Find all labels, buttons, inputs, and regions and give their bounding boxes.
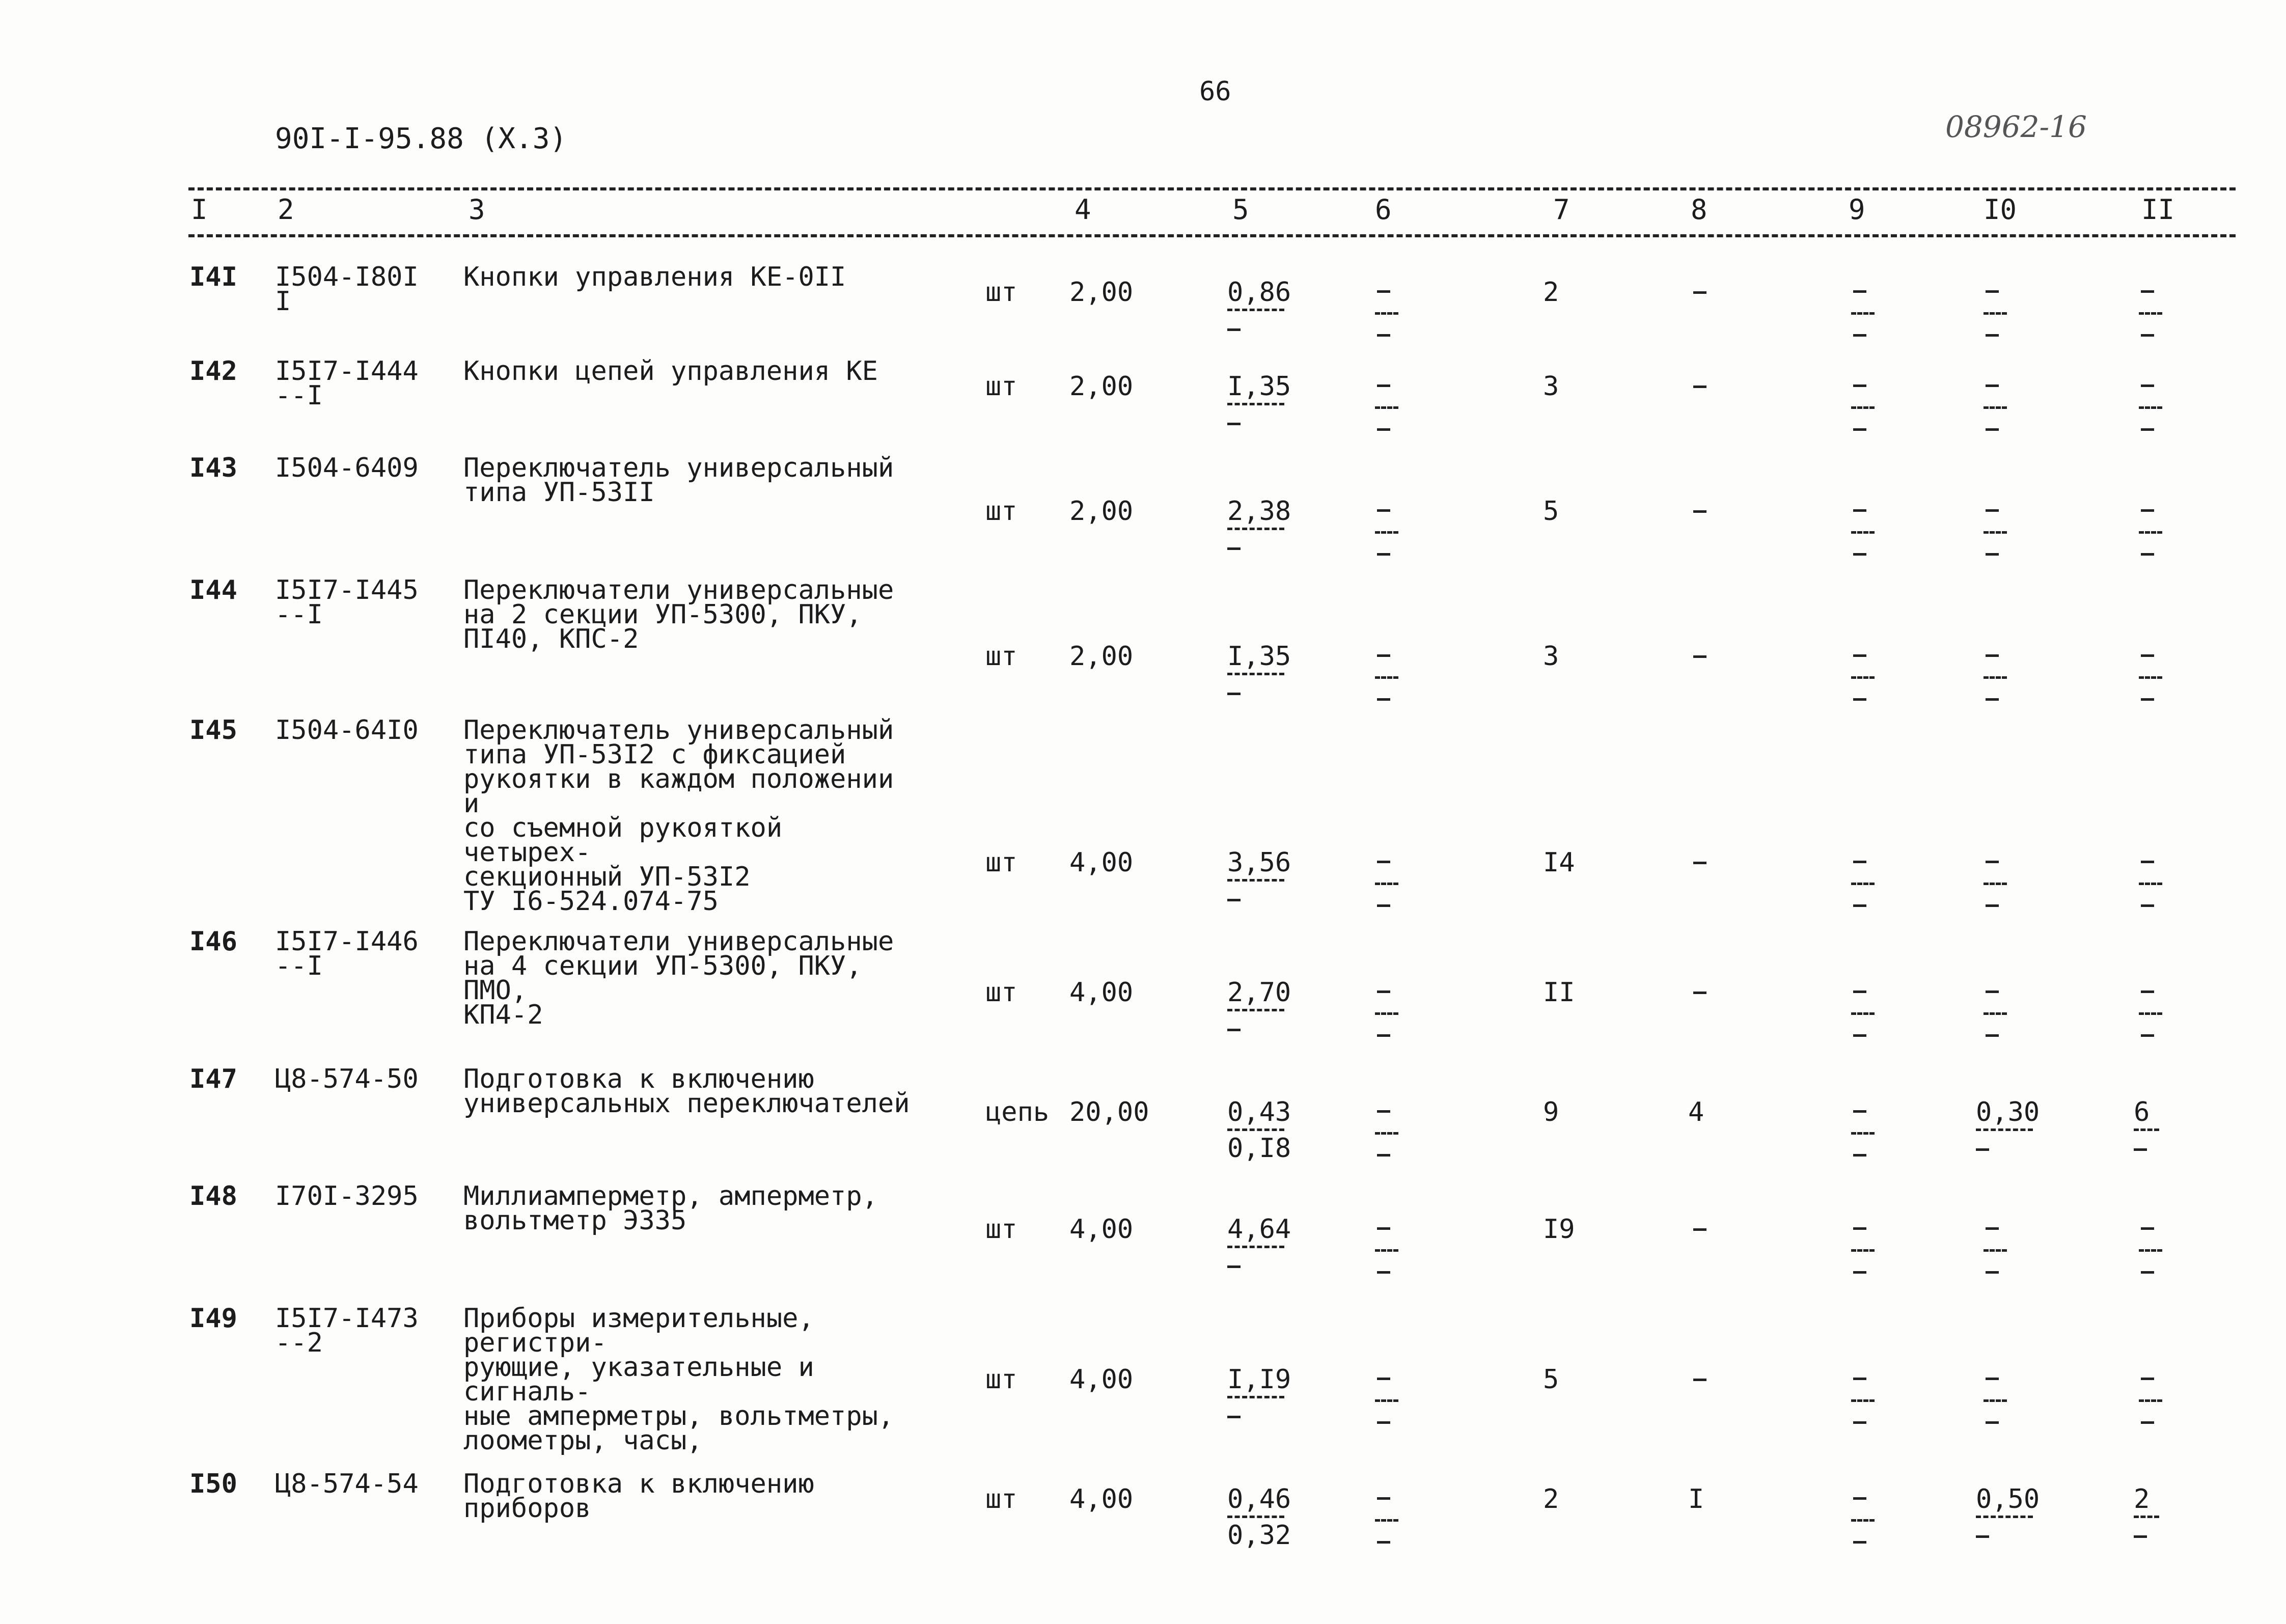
col8-value: I bbox=[1688, 1484, 1704, 1515]
dash-fraction bbox=[2139, 990, 2169, 1037]
dash-fraction bbox=[1851, 1497, 1882, 1544]
dash-mark bbox=[1986, 334, 1999, 337]
fraction-bar bbox=[1976, 1128, 2033, 1131]
column-header: 3 bbox=[469, 194, 485, 226]
dash-fraction bbox=[2139, 384, 2169, 431]
dash-bar bbox=[1375, 406, 1398, 409]
unit-of-measure: шт bbox=[985, 277, 1017, 308]
col11-value bbox=[2134, 1097, 2195, 1151]
dash-fraction bbox=[2139, 1227, 2169, 1274]
col8-dash bbox=[1693, 291, 1706, 294]
unit-of-measure: цепь bbox=[985, 1097, 1050, 1127]
work-name: Переключатели универсальные на 4 секции УП-5300, ПКУ, ПМО, КП4-2 bbox=[463, 926, 894, 1030]
dash-mark bbox=[1377, 1034, 1390, 1037]
dash-bar bbox=[1851, 883, 1875, 885]
row-number: I49 bbox=[189, 1303, 237, 1334]
norm-code: Ц8-574-50 bbox=[275, 1064, 419, 1094]
dash-mark bbox=[1853, 428, 1866, 431]
dash-fraction bbox=[1851, 384, 1882, 431]
dash-bar bbox=[1984, 406, 2007, 409]
fraction-denominator-dash bbox=[2134, 1148, 2147, 1151]
dash-bar bbox=[1375, 1012, 1398, 1015]
quantity: 4,00 bbox=[1069, 1214, 1134, 1245]
fraction-value bbox=[1227, 277, 1291, 331]
quantity: 2,00 bbox=[1069, 371, 1134, 402]
row-number: I43 bbox=[189, 453, 237, 483]
work-name: Миллиамперметр, амперметр, вольтметр Э335 bbox=[463, 1181, 878, 1236]
unit-of-measure: шт bbox=[985, 1214, 1017, 1245]
quantity: 2,00 bbox=[1069, 277, 1134, 308]
norm-code: I5I7-I444--I bbox=[275, 356, 419, 411]
dash-fraction bbox=[1984, 1227, 2014, 1274]
column-header: 7 bbox=[1553, 194, 1570, 226]
header-rule-bottom bbox=[188, 234, 2236, 237]
fraction-bar bbox=[1227, 1128, 1284, 1131]
dash-bar bbox=[1984, 1399, 2007, 1402]
fraction-bar bbox=[1227, 309, 1284, 311]
dash-mark bbox=[2141, 384, 2154, 387]
dash-mark bbox=[1377, 553, 1390, 556]
dash-fraction bbox=[1375, 509, 1406, 556]
dash-mark bbox=[2141, 1378, 2154, 1380]
work-name: Приборы измерительные, регистри- рующие, указательные и сигналь- ные амперметры, вольтметры, лоометры, часы, bbox=[463, 1303, 894, 1456]
dash-mark bbox=[2141, 654, 2154, 657]
dash-mark bbox=[1377, 698, 1390, 701]
dash-mark bbox=[1986, 904, 1999, 907]
fraction-value bbox=[1227, 847, 1291, 901]
dash-bar bbox=[1375, 883, 1398, 885]
dash-mark bbox=[2141, 509, 2154, 512]
dash-mark bbox=[1853, 1271, 1866, 1274]
fraction-numerator: I,I9 bbox=[1227, 1364, 1291, 1395]
dash-mark bbox=[1377, 1271, 1390, 1274]
dash-bar bbox=[1375, 1132, 1398, 1135]
col8-dash bbox=[1693, 386, 1706, 388]
quantity: 4,00 bbox=[1069, 1484, 1134, 1515]
dash-mark bbox=[1377, 1378, 1390, 1380]
fraction-denominator-dash bbox=[1227, 693, 1241, 695]
dash-bar bbox=[1375, 1399, 1398, 1402]
fraction-value bbox=[1976, 1484, 2040, 1538]
dash-bar bbox=[1375, 531, 1398, 534]
unit-of-measure: шт bbox=[985, 847, 1017, 878]
col8-dash bbox=[1693, 862, 1706, 864]
fraction-denominator-dash bbox=[1976, 1535, 1989, 1538]
dash-bar bbox=[1984, 883, 2007, 885]
dash-mark bbox=[1377, 428, 1390, 431]
dash-mark bbox=[1853, 290, 1866, 293]
fraction-value bbox=[1227, 371, 1291, 425]
dash-fraction bbox=[1984, 384, 2014, 431]
col11-value bbox=[2134, 1484, 2195, 1538]
dash-mark bbox=[1986, 509, 1999, 512]
dash-mark bbox=[1853, 990, 1866, 993]
dash-bar bbox=[1851, 312, 1875, 315]
dash-bar bbox=[1851, 1012, 1875, 1015]
work-name: Переключатель универсальный типа УП-53II bbox=[463, 453, 894, 508]
dash-bar bbox=[1984, 312, 2007, 315]
dash-mark bbox=[2141, 553, 2154, 556]
dash-fraction bbox=[1984, 1378, 2014, 1424]
dash-mark bbox=[1853, 384, 1866, 387]
fraction-denominator-dash bbox=[1227, 899, 1241, 901]
unit-of-measure: шт bbox=[985, 977, 1017, 1008]
fraction-value bbox=[1227, 1484, 1291, 1551]
dash-mark bbox=[1853, 1541, 1866, 1544]
dash-mark bbox=[2141, 1034, 2154, 1037]
col11-numerator: 6 bbox=[2134, 1097, 2150, 1127]
unit-of-measure: шт bbox=[985, 1364, 1017, 1395]
dash-mark bbox=[1377, 1110, 1390, 1113]
dash-mark bbox=[1986, 1378, 1999, 1380]
fraction-denominator-dash bbox=[1227, 547, 1241, 550]
column-header: 4 bbox=[1075, 194, 1091, 226]
fraction-bar bbox=[1227, 1246, 1284, 1248]
dash-mark bbox=[2141, 904, 2154, 907]
fraction-bar bbox=[1227, 403, 1284, 405]
fraction-denominator: 0,I8 bbox=[1227, 1133, 1291, 1164]
work-name: Кнопки управления КЕ-0II bbox=[463, 262, 846, 292]
work-name: Подготовка к включению универсальных переключателей bbox=[463, 1064, 910, 1119]
col7-value: II bbox=[1543, 977, 1575, 1008]
row-number: I44 bbox=[189, 575, 237, 605]
fraction-denominator: 0,32 bbox=[1227, 1520, 1291, 1551]
col8-dash bbox=[1693, 1379, 1706, 1381]
header-rule-top bbox=[188, 187, 2236, 190]
dash-mark bbox=[2141, 1227, 2154, 1230]
dash-bar bbox=[2139, 531, 2162, 534]
fraction-value bbox=[1227, 1364, 1291, 1418]
dash-bar bbox=[1851, 676, 1875, 679]
column-header: II bbox=[2141, 194, 2175, 226]
dash-fraction bbox=[1375, 990, 1406, 1037]
dash-bar bbox=[2139, 676, 2162, 679]
dash-fraction bbox=[1375, 861, 1406, 907]
dash-fraction bbox=[1851, 654, 1882, 701]
dash-bar bbox=[2139, 1249, 2162, 1252]
dash-mark bbox=[1377, 1541, 1390, 1544]
dash-fraction bbox=[2139, 861, 2169, 907]
dash-bar bbox=[1375, 676, 1398, 679]
dash-mark bbox=[1377, 384, 1390, 387]
fraction-denominator-dash bbox=[1227, 423, 1241, 425]
dash-fraction bbox=[1984, 990, 2014, 1037]
row-number: I42 bbox=[189, 356, 237, 387]
work-name: Переключатель универсальный типа УП-53I2 с фиксацией рукоятки в каждом положении и со съемной рукояткой четырех- секционный УП-53I2 ТУ I6-524.074-75 bbox=[463, 715, 894, 917]
dash-mark bbox=[2141, 861, 2154, 863]
dash-mark bbox=[1377, 1227, 1390, 1230]
fraction-bar bbox=[1227, 528, 1284, 530]
column-header: I0 bbox=[1984, 194, 2017, 226]
col11-numerator: 2 bbox=[2134, 1484, 2150, 1515]
dash-mark bbox=[2141, 1271, 2154, 1274]
dash-mark bbox=[2141, 698, 2154, 701]
quantity: 4,00 bbox=[1069, 847, 1134, 878]
fraction-numerator: I,35 bbox=[1227, 371, 1291, 402]
column-header: 5 bbox=[1232, 194, 1249, 226]
fraction-denominator-dash bbox=[1227, 328, 1241, 331]
dash-mark bbox=[1377, 861, 1390, 863]
dash-mark bbox=[2141, 428, 2154, 431]
dash-bar bbox=[1984, 1249, 2007, 1252]
dash-fraction bbox=[1851, 290, 1882, 337]
dash-fraction bbox=[2139, 509, 2169, 556]
col7-value: 3 bbox=[1543, 641, 1559, 672]
unit-of-measure: шт bbox=[985, 371, 1017, 402]
dash-mark bbox=[1986, 861, 1999, 863]
dash-bar bbox=[1851, 406, 1875, 409]
work-name: Кнопки цепей управления КЕ bbox=[463, 356, 878, 387]
dash-bar bbox=[1375, 1249, 1398, 1252]
norm-code: I504-6409 bbox=[275, 453, 419, 483]
dash-mark bbox=[1377, 290, 1390, 293]
dash-bar bbox=[2139, 883, 2162, 885]
dash-mark bbox=[1377, 509, 1390, 512]
dash-fraction bbox=[1375, 654, 1406, 701]
norm-code: I5I7-I446--I bbox=[275, 926, 419, 981]
fraction-value bbox=[1227, 977, 1291, 1031]
dash-mark bbox=[1986, 428, 1999, 431]
column-header: 2 bbox=[278, 194, 294, 226]
dash-fraction bbox=[2139, 654, 2169, 701]
fraction-bar bbox=[2134, 1128, 2159, 1131]
quantity: 2,00 bbox=[1069, 496, 1134, 527]
dash-mark bbox=[1853, 334, 1866, 337]
dash-fraction bbox=[1984, 290, 2014, 337]
dash-bar bbox=[1984, 531, 2007, 534]
dash-fraction bbox=[1375, 1497, 1406, 1544]
dash-fraction bbox=[1375, 1227, 1406, 1274]
fraction-value bbox=[1976, 1097, 2040, 1151]
work-name: Подготовка к включению приборов bbox=[463, 1469, 814, 1524]
col7-value: I4 bbox=[1543, 847, 1575, 878]
dash-mark bbox=[1853, 904, 1866, 907]
fraction-value bbox=[1227, 1214, 1291, 1268]
dash-mark bbox=[1853, 1421, 1866, 1424]
row-number: I47 bbox=[189, 1064, 237, 1094]
col7-value: 5 bbox=[1543, 1364, 1559, 1395]
fraction-denominator-dash bbox=[2134, 1535, 2147, 1538]
col7-value: I9 bbox=[1543, 1214, 1575, 1245]
fraction-bar bbox=[2134, 1516, 2159, 1518]
dash-mark bbox=[1986, 1271, 1999, 1274]
fraction-numerator: 4,64 bbox=[1227, 1214, 1291, 1245]
handwritten-stamp: 08962-16 bbox=[1945, 109, 2087, 144]
dash-mark bbox=[1853, 1154, 1866, 1157]
dash-fraction bbox=[1851, 509, 1882, 556]
dash-fraction bbox=[1375, 1110, 1406, 1157]
col8-dash bbox=[1693, 992, 1706, 994]
column-header: 8 bbox=[1691, 194, 1707, 226]
dash-mark bbox=[1986, 698, 1999, 701]
dash-bar bbox=[1851, 1399, 1875, 1402]
fraction-numerator: 2,70 bbox=[1227, 977, 1291, 1008]
row-number: I45 bbox=[189, 715, 237, 746]
column-header: 9 bbox=[1849, 194, 1865, 226]
fraction-bar bbox=[1227, 1516, 1284, 1518]
dash-mark bbox=[1986, 1421, 1999, 1424]
fraction-bar bbox=[1227, 1396, 1284, 1398]
dash-mark bbox=[1853, 1110, 1866, 1113]
row-number: I50 bbox=[189, 1469, 237, 1499]
dash-fraction bbox=[1851, 990, 1882, 1037]
dash-mark bbox=[1853, 654, 1866, 657]
dash-mark bbox=[1853, 509, 1866, 512]
fraction-denominator-dash bbox=[1976, 1148, 1989, 1151]
norm-code: Ц8-574-54 bbox=[275, 1469, 419, 1499]
dash-mark bbox=[2141, 1421, 2154, 1424]
work-name: Переключатели универсальные на 2 секции УП-5300, ПКУ, ПI40, КПС-2 bbox=[463, 575, 894, 654]
dash-bar bbox=[1375, 312, 1398, 315]
quantity: 4,00 bbox=[1069, 977, 1134, 1008]
fraction-bar bbox=[1227, 673, 1284, 675]
dash-bar bbox=[2139, 1012, 2162, 1015]
dash-mark bbox=[1377, 1421, 1390, 1424]
fraction-value bbox=[1227, 496, 1291, 550]
dash-bar bbox=[1375, 1519, 1398, 1522]
dash-mark bbox=[1853, 1034, 1866, 1037]
dash-bar bbox=[1851, 1249, 1875, 1252]
fraction-numerator: 0,86 bbox=[1227, 277, 1291, 308]
dash-mark bbox=[1853, 1497, 1866, 1500]
col8-dash bbox=[1693, 1228, 1706, 1231]
dash-bar bbox=[1984, 1012, 2007, 1015]
fraction-numerator: 2,38 bbox=[1227, 496, 1291, 527]
fraction-value bbox=[1227, 1097, 1291, 1164]
norm-code: I70I-3295 bbox=[275, 1181, 419, 1212]
col7-value: 9 bbox=[1543, 1097, 1559, 1127]
norm-code: I5I7-I473--2 bbox=[275, 1303, 419, 1358]
page-number: 66 bbox=[1199, 76, 1231, 107]
norm-code: I5I7-I445--I bbox=[275, 575, 419, 630]
quantity: 2,00 bbox=[1069, 641, 1134, 672]
norm-code: I504-I80II bbox=[275, 262, 419, 317]
fraction-numerator: 3,56 bbox=[1227, 847, 1291, 878]
dash-fraction bbox=[1851, 1110, 1882, 1157]
quantity: 4,00 bbox=[1069, 1364, 1134, 1395]
fraction-denominator-dash bbox=[1227, 1029, 1241, 1031]
fraction-numerator: 0,46 bbox=[1227, 1484, 1291, 1515]
fraction-numerator: 0,30 bbox=[1976, 1097, 2040, 1127]
row-number: I48 bbox=[189, 1181, 237, 1212]
row-number: I46 bbox=[189, 926, 237, 957]
dash-mark bbox=[1986, 1034, 1999, 1037]
fraction-numerator: 0,43 bbox=[1227, 1097, 1291, 1127]
dash-bar bbox=[1984, 676, 2007, 679]
dash-fraction bbox=[1851, 861, 1882, 907]
dash-bar bbox=[1851, 531, 1875, 534]
dash-mark bbox=[1377, 1154, 1390, 1157]
norm-code: I504-64I0 bbox=[275, 715, 419, 746]
column-header: I bbox=[191, 194, 208, 226]
dash-fraction bbox=[1375, 290, 1406, 337]
col7-value: 3 bbox=[1543, 371, 1559, 402]
dash-mark bbox=[1986, 1227, 1999, 1230]
dash-fraction bbox=[1984, 654, 2014, 701]
dash-mark bbox=[1986, 654, 1999, 657]
dash-fraction bbox=[1851, 1227, 1882, 1274]
dash-mark bbox=[1853, 1227, 1866, 1230]
dash-bar bbox=[2139, 1399, 2162, 1402]
dash-fraction bbox=[1984, 509, 2014, 556]
fraction-numerator: I,35 bbox=[1227, 641, 1291, 672]
dash-mark bbox=[1377, 334, 1390, 337]
dash-mark bbox=[1377, 990, 1390, 993]
unit-of-measure: шт bbox=[985, 641, 1017, 672]
fraction-bar bbox=[1227, 879, 1284, 882]
dash-mark bbox=[2141, 990, 2154, 993]
fraction-denominator-dash bbox=[1227, 1416, 1241, 1418]
quantity: 20,00 bbox=[1069, 1097, 1149, 1127]
fraction-value bbox=[1227, 641, 1291, 695]
dash-fraction bbox=[1375, 1378, 1406, 1424]
col7-value: 2 bbox=[1543, 277, 1559, 308]
dash-mark bbox=[1986, 990, 1999, 993]
fraction-bar bbox=[1976, 1516, 2033, 1518]
dash-bar bbox=[1851, 1519, 1875, 1522]
unit-of-measure: шт bbox=[985, 1484, 1017, 1515]
dash-fraction bbox=[1851, 1378, 1882, 1424]
col8-dash bbox=[1693, 510, 1706, 513]
dash-mark bbox=[1853, 1378, 1866, 1380]
dash-bar bbox=[1851, 1132, 1875, 1135]
dash-fraction bbox=[2139, 1378, 2169, 1424]
dash-mark bbox=[2141, 290, 2154, 293]
dash-mark bbox=[1986, 290, 1999, 293]
dash-mark bbox=[1853, 553, 1866, 556]
dash-fraction bbox=[1984, 861, 2014, 907]
fraction-bar bbox=[1227, 1009, 1284, 1011]
dash-mark bbox=[1986, 384, 1999, 387]
col8-dash bbox=[1693, 655, 1706, 658]
fraction-denominator-dash bbox=[1227, 1265, 1241, 1268]
dash-bar bbox=[2139, 312, 2162, 315]
dash-fraction bbox=[1375, 384, 1406, 431]
dash-mark bbox=[1377, 904, 1390, 907]
dash-mark bbox=[1377, 1497, 1390, 1500]
col7-value: 5 bbox=[1543, 496, 1559, 527]
col8-value: 4 bbox=[1688, 1097, 1704, 1127]
dash-mark bbox=[1377, 654, 1390, 657]
column-header: 6 bbox=[1375, 194, 1392, 226]
dash-mark bbox=[2141, 334, 2154, 337]
row-number: I4I bbox=[189, 262, 237, 292]
col7-value: 2 bbox=[1543, 1484, 1559, 1515]
unit-of-measure: шт bbox=[985, 496, 1017, 527]
document-code: 90I-I-95.88 (X.3) bbox=[275, 122, 567, 155]
dash-mark bbox=[1986, 553, 1999, 556]
fraction-numerator: 0,50 bbox=[1976, 1484, 2040, 1515]
dash-mark bbox=[1853, 861, 1866, 863]
dash-bar bbox=[2139, 406, 2162, 409]
dash-fraction bbox=[2139, 290, 2169, 337]
dash-mark bbox=[1853, 698, 1866, 701]
